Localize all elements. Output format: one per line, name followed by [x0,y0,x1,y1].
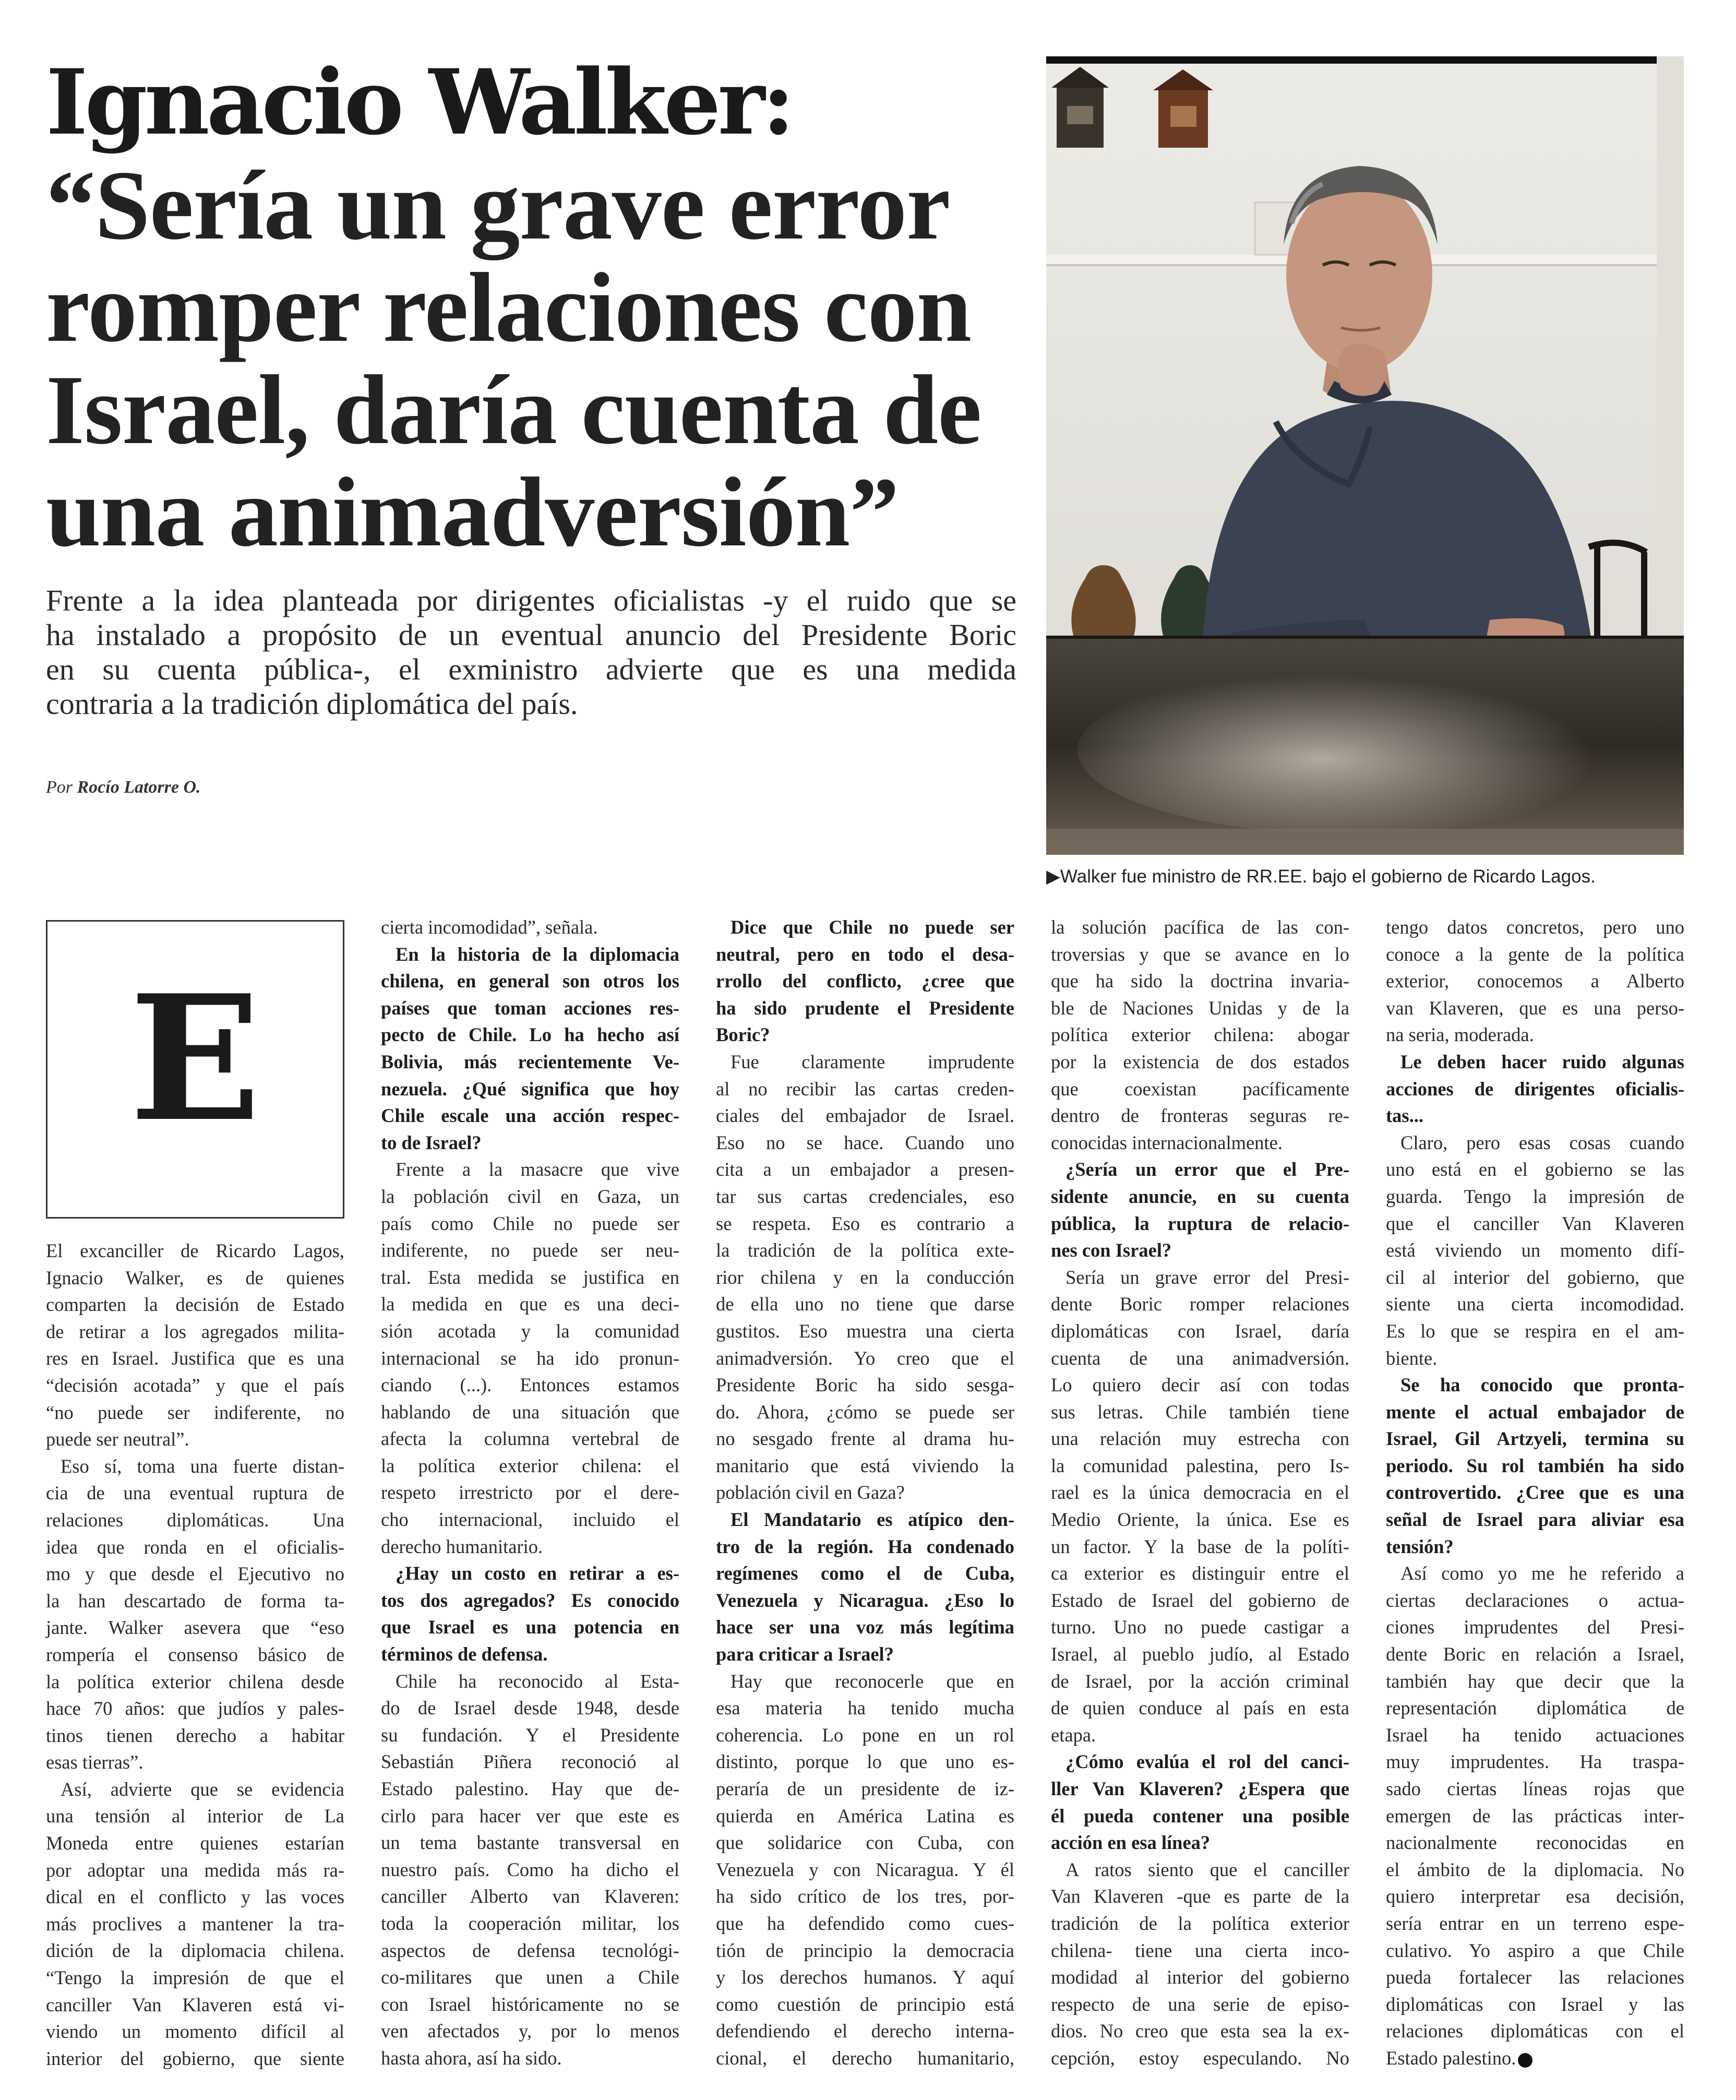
body-text-line: ciales del embajador de Israel. [716,1105,1014,1127]
body-text-line: dente Boric romper relaciones [1051,1293,1349,1315]
body-text-line: culativo. Yo aspiro a que Chile [1386,1939,1684,1961]
body-text-line: muy imprudentes. Ha traspa- [1386,1751,1684,1773]
body-text-line: esa materia ha tenido mucha [716,1697,1014,1719]
body-text-line: indiferente, no puede ser neu- [381,1239,679,1261]
photo-caption: ▶Walker fue ministro de RR.EE. bajo el gobierno de Ricardo Lagos. [1046,866,1596,887]
body-text-line: rior chilena y en la conducción [716,1266,1014,1288]
body-text-line: animadversión. Yo creo que el [716,1347,1014,1369]
body-text-line: ciones imprudentes del Presi- [1386,1616,1684,1638]
body-text-line: cional, el derecho humanitario, [716,2047,1014,2069]
body-text-line: Estado palestino. Hay que de- [381,1778,679,1799]
body-text-line: política exterior chilena: abogar [1051,1024,1349,1046]
body-text-line: Fue claramente imprudente [731,1051,1014,1072]
body-text-line: “no puede ser indiferente, no [46,1401,344,1423]
lede [46,583,1016,721]
body-text-line: jante. Walker asevera que “eso [46,1617,344,1639]
lede-line: Frente a la idea planteada por dirigentes oficialistas -y el ruido que se [46,583,1016,617]
body-text-line: rael es la única democracia en el [1051,1482,1349,1504]
body-text-line: por adoptar una medida más ra- [46,1859,344,1881]
body-text-line: emergen de las prácticas inter- [1386,1805,1684,1827]
interview-question-line: Boric? [716,1024,770,1046]
headline [46,49,1037,567]
body-text-line: un tema bastante transversal en [381,1832,679,1854]
body-text-line: respecto de una serie de episo- [1051,1993,1349,2015]
body-text-line: la política exterior chilena: el [381,1454,679,1476]
body-text-line: hasta ahora, así ha sido. [381,2047,562,2069]
body-text-line: no sesgado frente al drama hu- [716,1428,1014,1450]
body-text-line: país como Chile no puede ser [381,1212,679,1234]
end-of-article-dot-icon [1518,2053,1533,2068]
body-text-line: viendo un momento difícil al [46,2021,344,2043]
body-text-line: ble de Naciones Unidas y de la [1051,997,1349,1019]
body-text-line: nacionalmente reconocidas en [1386,1832,1684,1854]
interview-question-line: Venezuela y Nicaragua. ¿Eso lo [716,1589,1014,1611]
body-text-line: con Israel históricamente no se [381,1993,679,2015]
body-text-line: también hay que decir que la [1386,1670,1684,1692]
body-text-line: distinto, porque lo que uno es- [716,1751,1014,1773]
body-text-line: dical en el conflicto y las voces [46,1886,344,1908]
body-text-line: ciando (...). Entonces estamos [381,1374,679,1396]
body-text-line: “decisión acotada” y que el país [46,1374,344,1396]
article-column-3 [716,914,1014,2072]
body-text-line: que ha defendido como cues- [716,1912,1014,1934]
body-text-line: dición de la diplomacia chilena. [46,1940,344,1962]
body-text-line: co-militares que unen a Chile [381,1966,679,1988]
body-text-line: dios. No creo que esta sea la ex- [1051,2020,1349,2042]
interview-question-line: pública, la ruptura de relacio- [1051,1212,1349,1234]
body-text-line: conocidas internacionalmente. [1051,1131,1283,1153]
body-text-line: conoce a la gente de la política [1386,943,1684,965]
interview-question-line: tos dos agregados? Es conocido [381,1589,679,1611]
body-text-line: la tradición de la política exte- [716,1239,1014,1261]
interview-question-line: rrollo del conflicto, ¿cree que [716,970,1014,992]
interview-question-line: periodo. Su rol también ha sido [1386,1454,1684,1476]
body-text-line: tral. Esta medida se justifica en [381,1266,679,1288]
interview-question-line: ¿Sería un error que el Pre- [1065,1159,1349,1180]
body-text-line: Ignacio Walker, es de quienes [46,1267,344,1288]
body-text-line: Israel ha tenido actuaciones [1386,1724,1684,1746]
body-text-line: canciller Van Klaveren está vi- [46,1994,344,2015]
body-text-line: do de Israel desde 1948, desde [381,1697,679,1719]
interview-question-line: chilena, en general son otros los [381,970,679,992]
body-text-line: internacional se ha ido pronun- [381,1347,679,1369]
body-text-line: Estado palestino. [1386,2045,1684,2072]
interview-question-line: ller Van Klaveren? ¿Espera que [1051,1778,1349,1799]
interview-question-line: él pueda contener una posible [1051,1805,1349,1827]
body-text-line: do. Ahora, ¿cómo se puede ser [716,1401,1014,1423]
lede-line: en su cuenta pública-, el exministro advierte que es una medida [46,652,1016,686]
body-text-line: al no recibir las cartas creden- [716,1078,1014,1100]
body-text-line: gustitos. Eso muestra una cierta [716,1320,1014,1342]
lede-line: ha instalado a propósito de un eventual anuncio del Presidente Boric [46,618,1016,652]
body-text-line: una relación muy estrecha con [1051,1428,1349,1450]
interview-question-line: hace ser una voz más legítima [716,1616,1014,1638]
body-text-line: Frente a la masacre que vive [396,1159,679,1180]
body-text-line: Es lo que se respira en el am- [1386,1320,1684,1342]
interview-question-line: ¿Hay un costo en retirar a es- [396,1562,679,1584]
body-text-line: troversias y que se avance en lo [1051,943,1349,965]
article-column-1 [46,1237,344,2072]
body-text-line: representación diplomática de [1386,1697,1684,1719]
interview-question-line: Bolivia, más recientemente Ve- [381,1051,679,1072]
body-text-line: dentro de fronteras seguras re- [1051,1105,1349,1127]
body-text-line: peraría de un presidente de iz- [716,1778,1014,1799]
body-text-line: quiero interpretar esa decisión, [1386,1886,1684,1907]
body-text-line: Hay que reconocerle que en [731,1670,1014,1692]
body-text-line: chilena- tiene una cierta inco- [1051,1939,1349,1961]
portrait-photo [1046,56,1684,855]
body-text-line: por la existencia de dos estados [1051,1051,1349,1072]
body-text-line: cil al interior del gobierno, que [1386,1266,1684,1288]
body-text-line: tar sus cartas credenciales, eso [716,1185,1014,1207]
body-text-line: afecta la columna vertebral de [381,1428,679,1450]
body-text-line: diplomáticas con Israel, daría [1051,1320,1349,1342]
interview-question-line: que Israel es una potencia en [381,1616,679,1638]
body-text-line: cierta incomodidad”, señala. [381,916,598,938]
interview-question-line: ha sido prudente el Presidente [716,997,1014,1019]
interview-question-line: tensión? [1386,1535,1454,1557]
body-text-line: cuenta de una animadversión. [1051,1347,1349,1369]
body-text-line: hace 70 años: que judíos y pales- [46,1698,344,1720]
body-text-line: defendiendo el derecho interna- [716,2020,1014,2042]
body-text-line: tradición de la política exterior [1051,1912,1349,1934]
headline-quote-line: una animadversión” [46,458,899,567]
interview-question-line: tas... [1386,1105,1423,1127]
body-text-line: Eso no se hace. Cuando uno [716,1131,1014,1153]
byline-prefix: Por [46,778,73,797]
body-text-line: la población civil en Gaza, un [381,1185,679,1207]
body-text-line: Van Klaveren -que es parte de la [1051,1886,1349,1907]
body-text-line: hablando de una situación que [381,1401,679,1423]
body-text-line: sado ciertas líneas rojas que [1386,1778,1684,1799]
body-text-line: como cuestión de principio está [716,1993,1014,2015]
body-text-line: sería entrar en un terreno espe- [1386,1912,1684,1934]
body-text-line: res en Israel. Justifica que es una [46,1347,344,1369]
interview-question-line: mente el actual embajador de [1386,1401,1684,1423]
interview-question-line: Chile escale una acción respec- [381,1105,679,1127]
body-text-line: una tensión al interior de La [46,1805,344,1827]
body-text-line: interior del gobierno, que siente [46,2047,344,2069]
article-column-5 [1386,914,1684,2072]
body-text-line: cirlo para hacer ver que este es [381,1805,679,1827]
body-text-line: puede ser neutral”. [46,1428,189,1450]
drop-cap-letter: E [129,957,261,1160]
drop-cap-box [46,920,344,1219]
body-text-line: se respeta. Eso es contrario a [716,1212,1014,1234]
interview-question-line: regímenes como el de Cuba, [716,1562,1014,1584]
interview-question-line: Le deben hacer ruido algunas [1400,1051,1684,1072]
body-text-line: la medida en que es una deci- [381,1293,679,1315]
lede-line: contraria a la tradición diplomática del país. [46,687,578,721]
body-text-line: ha sido crítico de los tres, por- [716,1886,1014,1907]
body-text-line: su fundación. Y el Presidente [381,1724,679,1746]
body-text-line: quierda en América Latina es [716,1805,1014,1827]
headline-quote-line: “Sería un grave error [46,151,950,260]
body-text-line: toda la cooperación militar, los [381,1912,679,1934]
interview-question-line: Se ha conocido que pronta- [1400,1374,1684,1396]
interview-question-line: términos de defensa. [381,1643,548,1665]
interview-question-line: señal de Israel para aliviar esa [1386,1509,1684,1531]
body-text-line: de ella uno no tiene que darse [716,1293,1014,1315]
body-text-line: que coexistan pacíficamente [1051,1078,1349,1100]
article-column-2 [381,914,679,2072]
interview-question-line: ¿Cómo evalúa el rol del canci- [1065,1751,1349,1773]
body-text-line: Moneda entre quienes estarían [46,1832,344,1854]
body-text-line: “Tengo la impresión de que el [46,1967,344,1989]
body-text-line: tengo datos concretos, pero uno [1386,916,1684,938]
body-text-line: que el canciller Van Klaveren [1386,1212,1684,1234]
body-text-line: Israel, al pueblo judío, al Estado [1051,1643,1349,1665]
headline-quote-line: romper relaciones con [46,253,972,363]
body-text-line: Así como yo me he referido a [1400,1562,1684,1584]
body-text-line: na seria, moderada. [1386,1024,1534,1046]
body-text-line: Sería un grave error del Presi- [1065,1266,1349,1288]
body-text-line: tión de principio la democracia [716,1939,1014,1961]
body-text-line: van Klaveren, que es una perso- [1386,997,1684,1019]
body-text-line: Venezuela y con Nicaragua. Y él [716,1858,1014,1880]
body-text-line: de retirar a los agregados milita- [46,1320,344,1342]
body-text-line: población civil en Gaza? [716,1482,905,1504]
byline-author: Rocío Latorre O. [77,778,201,797]
body-text-line: relaciones diplomáticas con el [1386,2020,1684,2042]
body-text-line: la han descartado de forma ta- [46,1590,344,1612]
interview-question-line: países que toman acciones res- [381,997,679,1019]
body-text-line: el ámbito de la diplomacia. No [1386,1858,1684,1880]
body-text-line: etapa. [1051,1724,1096,1746]
body-text-line: cita a un embajador a presen- [716,1159,1014,1180]
body-text-line: exterior, conocemos a Alberto [1386,970,1684,992]
interview-question-line: sidente anuncie, en su cuenta [1051,1185,1349,1207]
body-text-line: está viviendo un momento difí- [1386,1239,1684,1261]
body-text-line: cepción, estoy especulando. No [1051,2047,1349,2069]
body-text-line: Eso sí, toma una fuerte distan- [61,1455,344,1477]
interview-question-line: pecto de Chile. Lo ha hecho así [381,1024,679,1046]
body-text-line: ca exterior es distinguir entre el [1051,1562,1349,1584]
interview-question-line: Israel, Gil Artzyeli, termina su [1386,1428,1684,1450]
body-text-line: la solución pacífica de las con- [1051,916,1349,938]
body-text-line: Sebastián Piñera reconoció al [381,1751,679,1773]
interview-question-line: nezuela. ¿Qué significa que hoy [381,1078,679,1100]
body-text-line: derecho humanitario. [381,1535,543,1557]
body-text-line: mo y que desde el Ejecutivo no [46,1563,344,1585]
interview-question-line: acciones de dirigentes oficialis- [1386,1078,1684,1100]
body-text-line: de Israel, por la acción criminal [1051,1670,1349,1692]
body-text-line: respeto irrestricto por el dere- [381,1482,679,1504]
body-text-line: El excanciller de Ricardo Lagos, [46,1240,344,1261]
article-column-4 [1051,914,1349,2072]
body-text-line: diplomáticas con Israel y las [1386,1993,1684,2015]
interview-question-line: acción en esa línea? [1051,1832,1211,1854]
body-text-line: ciertas declaraciones o actua- [1386,1589,1684,1611]
interview-question-line: Dice que Chile no puede ser [731,916,1014,938]
body-text-line: Así, advierte que se evidencia [61,1778,344,1800]
headline-name: Ignacio Walker: [46,49,792,155]
body-text-line: pueda fortalecer las relaciones [1386,1966,1684,1988]
body-text-line: cho internacional, incluido el [381,1509,679,1531]
byline [46,778,201,797]
body-text-line: sión acotada y la comunidad [381,1320,679,1342]
body-text-line: cia de una eventual ruptura de [46,1482,344,1504]
interview-question-line: neutral, pero en todo el desa- [716,943,1014,965]
body-text-line: coherencia. Lo pone en un rol [716,1724,1014,1746]
interview-question-line: En la historia de la diplomacia [396,943,679,965]
interview-question-line: nes con Israel? [1051,1239,1172,1261]
body-text-line: Presidente Boric ha sido sesga- [716,1374,1014,1396]
body-text-line: Chile ha reconocido al Esta- [396,1670,679,1692]
body-text-line: canciller Alberto van Klaveren: [381,1886,679,1907]
body-text-line: y los derechos humanos. Y aquí [716,1966,1014,1988]
body-text-line: tinos tienen derecho a habitar [46,1724,344,1746]
body-text-line: A ratos siento que el canciller [1065,1858,1349,1880]
interview-question-line: tro de la región. Ha condenado [716,1535,1014,1557]
body-text-line: relaciones diplomáticas. Una [46,1509,344,1531]
body-text-line: más proclives a mantener la tra- [46,1913,344,1935]
body-text-line: modidad al interior del gobierno [1051,1966,1349,1988]
body-text-line: guarda. Tengo la impresión de [1386,1185,1684,1207]
body-text-line: la política exterior chilena desde [46,1671,344,1692]
portrait-photo-illustration [1046,56,1684,855]
body-text-line: idea que ronda en el oficialis- [46,1536,344,1558]
body-text-line: sus letras. Chile también tiene [1051,1401,1349,1423]
body-text-line: un factor. Y la base de la políti- [1051,1535,1349,1557]
body-text-line: de quien conduce al país en esta [1051,1697,1349,1719]
interview-question-line: para criticar a Israel? [716,1643,894,1665]
interview-question-line: to de Israel? [381,1131,482,1153]
body-text-line: esas tierras”. [46,1751,143,1773]
headline-quote [46,151,1037,567]
body-text-line: Claro, pero esas cosas cuando [1400,1131,1684,1153]
body-text-line: rompería el consenso básico de [46,1643,344,1665]
body-text-line: Estado de Israel del gobierno de [1051,1589,1349,1611]
body-text-line: que ha sido la doctrina invaria- [1051,970,1349,992]
body-text-line: manitario que está viviendo la [716,1454,1014,1476]
body-text-line: uno está en el gobierno se las [1386,1159,1684,1180]
body-text-line: siente una cierta incomodidad. [1386,1293,1684,1315]
body-text-line: dente Boric en relación a Israel, [1386,1643,1684,1665]
body-text-line: Lo quiero decir así con todas [1051,1374,1349,1396]
body-text-line: la comunidad palestina, pero Is- [1051,1454,1349,1476]
headline-quote-line: Israel, daría cuenta de [46,355,981,465]
interview-question-line: controvertido. ¿Cree que es una [1386,1482,1684,1504]
body-text-line: turno. Uno no puede castigar a [1051,1616,1349,1638]
body-text-line: biente. [1386,1347,1438,1369]
interview-question-line: El Mandatario es atípico den- [731,1509,1014,1531]
body-text-line: que solidarice con Cuba, con [716,1832,1014,1854]
body-text-line: nuestro país. Como ha dicho el [381,1858,679,1880]
body-text-line: comparten la decisión de Estado [46,1294,344,1316]
body-text-line: Medio Oriente, la única. Ese es [1051,1509,1349,1531]
body-text-line: ven afectados y, por lo menos [381,2020,679,2042]
body-text-line: aspectos de defensa tecnológi- [381,1939,679,1961]
